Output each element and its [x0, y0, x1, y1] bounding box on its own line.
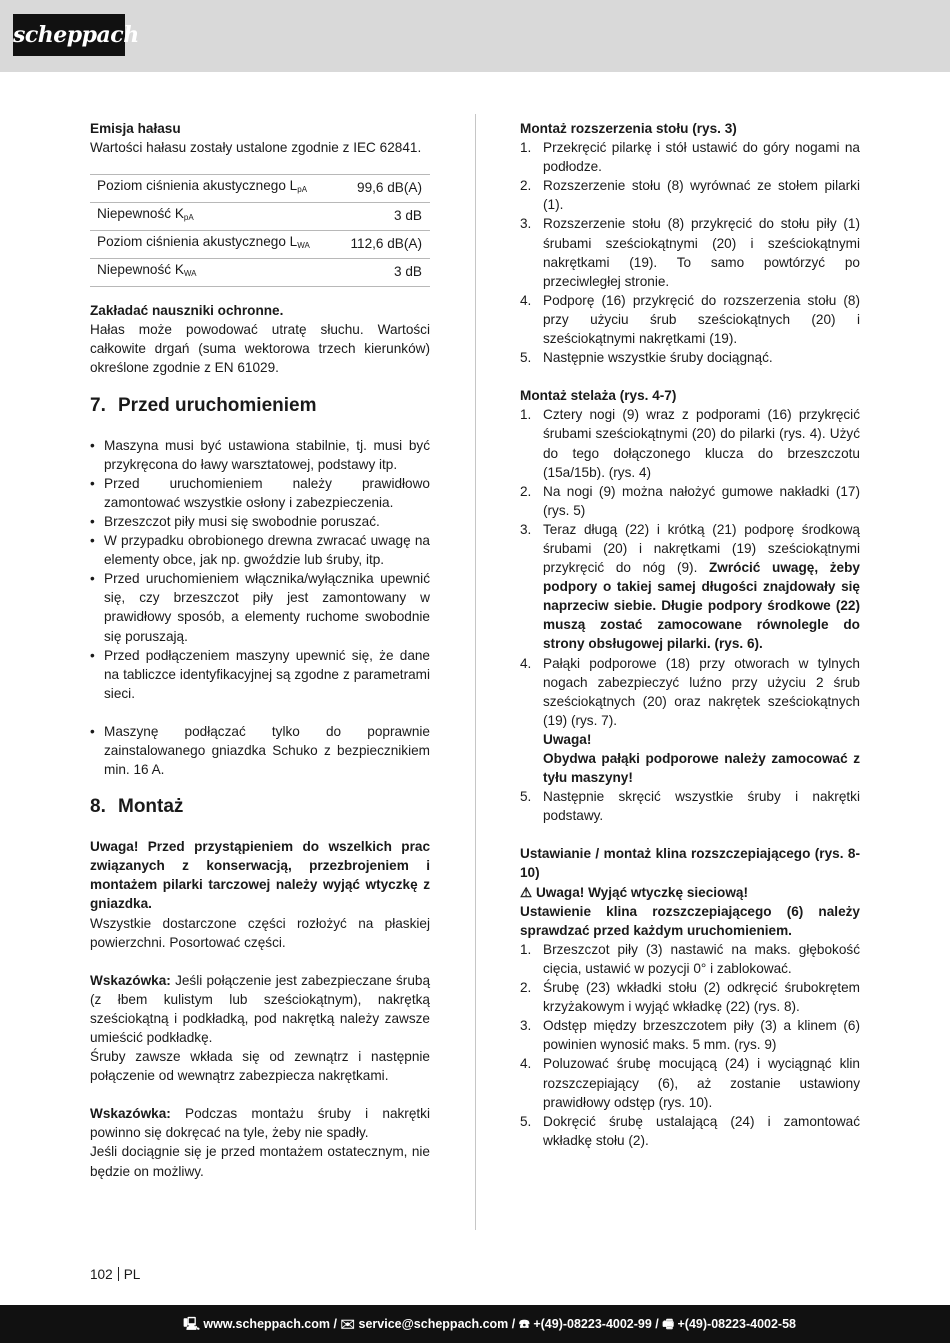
noise-label: Niepewność $K_{pA}$ [90, 203, 335, 231]
pre-start-list [90, 436, 430, 703]
list-item: 2. Rozszerzenie stołu (8) wyrównać ze stołem pilarki (1). [520, 178, 860, 213]
riving-knife-steps [520, 940, 860, 1150]
table-extension-heading: Montaż rozszerzenia stołu (rys. 3) [520, 121, 737, 136]
noise-value: 112,6 dB(A) [335, 231, 430, 259]
list-item: 2. Na nogi (9) można nałożyć gumowe nakładki (17) (rys. 5) [520, 483, 860, 518]
noise-label: Poziom ciśnienia akustycznego $L_{pA}$ [90, 175, 335, 203]
list-item: 4. Pałąki podporowe (18) przy otworach w tylnych nogach zabezpieczyć luźno przy użyciu 2 śrub sześciokątnych (20) oraz nakrętek sześciokątnych (19) (rys. 7). Uwaga! Obydwa pałąki podporowe należy zamocować z tyłu maszyny! [520, 655, 860, 786]
riving-knife-note: Ustawienie klina rozszczepiającego (6) należy sprawdzać przed każdym uruchomieniem. [520, 903, 860, 938]
table-row [90, 175, 430, 203]
right-column [520, 119, 860, 1150]
list-item: 5. Następnie wszystkie śruby dociągnąć. [520, 350, 773, 366]
list-item: 1. Brzeszczot piły (3) nastawić na maks. głębokość cięcia, ustawić w pozycji 0° i zablokować. [520, 941, 860, 976]
pre-start-list-2 [90, 722, 430, 779]
hint-2-text: Jeśli dociągnie się je przed montażem ostatecznym, nie będzie on możliwy. [90, 1144, 430, 1179]
list-item: 4. Poluzować śrubę mocującą (24) i wyciągnąć klin rozszczepiający (6), aż zostanie ustawiony prawidłowy odstęp (rys. 10). [520, 1056, 860, 1110]
hint-2: Wskazówka: Podczas montażu śruby i nakrętki powinno się dokręcać na tyle, żeby nie spadły. [90, 1106, 430, 1141]
list-item: 4. Podporę (16) przykręcić do rozszerzenia stołu (8) przy użyciu śrub sześciokątnych (20) i sześciokątnymi nakrętkami (19). [520, 292, 860, 347]
hint-1-text: Śruby zawsze wkłada się od zewnątrz i następnie połączenie od wewnątrz zabezpiecza nakrętkami. [90, 1049, 430, 1084]
hint-1: Wskazówka: Jeśli połączenie jest zabezpieczane śrubą (z łbem kulistym lub sześciokątnym), nakrętką sześciokątną i podkładką, pod nakrętką należy zawsze umieścić podkładkę. [90, 972, 430, 1045]
riving-knife-warning: ⚠ Uwaga! Wyjąć wtyczkę sieciową! [520, 884, 749, 900]
scheppach-logo: scheppach [13, 14, 125, 56]
noise-value: 3 dB [335, 259, 430, 287]
section-8-title: 8. Montaż [90, 796, 184, 818]
list-item: • Przed uruchomieniem włącznika/wyłącznika upewnić się, czy brzeszczot piły jest zamontowany w prawidłowy sposób, a elementy ruchome swobodnie się poruszają. [90, 569, 430, 645]
list-item: • Maszyna musi być ustawiona stabilnie, tj. musi być przykręcona do ławy warsztatowej, podstawy itp. [90, 436, 430, 474]
list-item: 1. Przekręcić pilarkę i stół ustawić do góry nogami na podłodze. [520, 140, 860, 175]
ear-protection-heading: Zakładać nauszniki ochronne. [90, 303, 284, 319]
list-item: • Maszynę podłączać tylko do poprawnie zainstalowanego gniazdka Schuko z bezpiecznikiem min. 16 A. [90, 722, 430, 779]
table-extension-steps [520, 138, 860, 367]
noise-value: 3 dB [335, 203, 430, 231]
noise-heading: Emisja hałasu [90, 121, 181, 136]
list-item: 1. Cztery nogi (9) wraz z podporami (16) przykręcić śrubami sześciokątnymi (20) do pilarki (rys. 4). Użyć do tego dołączonego klucza do brzeszczotu (15a/15b). (rys. 4) [520, 407, 860, 480]
noise-intro: Wartości hałasu zostały ustalone zgodnie z IEC 62841. [90, 140, 422, 156]
list-item: 5. Następnie skręcić wszystkie śruby i nakrętki podstawy. [520, 789, 860, 824]
ear-protection-text: Hałas może powodować utratę słuchu. Wartości całkowite drgań (suma wektorowa trzech kierunków) określone zgodnie z EN 61029. [90, 322, 430, 376]
noise-table [90, 174, 430, 287]
left-column [90, 119, 430, 1181]
table-row [90, 203, 430, 231]
table-row [90, 259, 430, 287]
page-header [0, 0, 950, 72]
table-row [90, 231, 430, 259]
list-item: • Brzeszczot piły musi się swobodnie poruszać. [90, 512, 430, 531]
list-item: 3. Teraz długą (22) i krótką (21) podporę środkową śrubami (20) i nakrętkami (19) sześciokątnymi przykręcić do nóg (9). Zwrócić uwagę, żeby podpory o takiej samej długości znajdowały się naprzeciw siebie. Długie podpory środkowe (22) muszą zostać zamocowane równolegle do strony obsługowej pilarki. (rys. 6). [520, 521, 860, 652]
list-item: • Przed uruchomieniem należy prawidłowo zamontować wszystkie osłony i zabezpieczenia. [90, 474, 430, 512]
list-item: 2. Śrubę (23) wkładki stołu (2) odkręcić śrubokrętem krzyżakowym i wyjąć wkładkę (22) (rys. 8). [520, 980, 860, 1015]
stand-heading: Montaż stelaża (rys. 4-7) [520, 388, 677, 404]
column-divider [475, 114, 476, 1230]
assembly-warning-text: Wszystkie dostarczone części rozłożyć na płaskiej powierzchni. Posortować części. [90, 915, 430, 950]
page-footer [0, 1305, 950, 1343]
list-item: • W przypadku obrobionego drewna zwracać uwagę na elementy obce, jak np. gwoździe lub śruby, itp. [90, 531, 430, 569]
contact-info: 🖳 www.scheppach.com / ✉ service@scheppach.com / ☎ +(49)-08223-4002-99 / 🖷 +(49)-08223-4002-58 [183, 1317, 796, 1331]
section-7-title: 7. Przed uruchomieniem [90, 394, 317, 416]
list-item: • Przed podłączeniem maszyny upewnić się, że dane na tabliczce identyfikacyjnej są zgodne z parametrami sieci. [90, 646, 430, 703]
list-item: 5. Dokręcić śrubę ustalającą (24) i zamontować wkładkę stołu (2). [520, 1113, 860, 1148]
stand-steps [520, 405, 860, 825]
list-item: 3. Odstęp między brzeszczotem piły (3) a klinem (6) powinien wynosić maks. 5 mm. (rys. 9) [520, 1018, 860, 1053]
noise-label: Niepewność $K_{WA}$ [90, 259, 335, 287]
noise-value: 99,6 dB(A) [335, 175, 430, 203]
noise-label: Poziom ciśnienia akustycznego $L_{WA}$ [90, 231, 335, 259]
page-number: 102 PL [90, 1267, 141, 1282]
list-item: 3. Rozszerzenie stołu (8) przykręcić do stołu piły (1) śrubami sześciokątnymi (20) i sześciokątnymi nakrętkami (19). To samo powtórzyć po przeciwległej stronie. [520, 216, 860, 289]
assembly-warning: Uwaga! Przed przystąpieniem do wszelkich prac związanych z konserwacją, przezbrojeniem i montażem pilarki tarczowej należy wyjąć wtyczkę z gniazdka. [90, 839, 430, 912]
riving-knife-heading: Ustawianie / montaż klina rozszczepiającego (rys. 8-10) [520, 846, 860, 881]
